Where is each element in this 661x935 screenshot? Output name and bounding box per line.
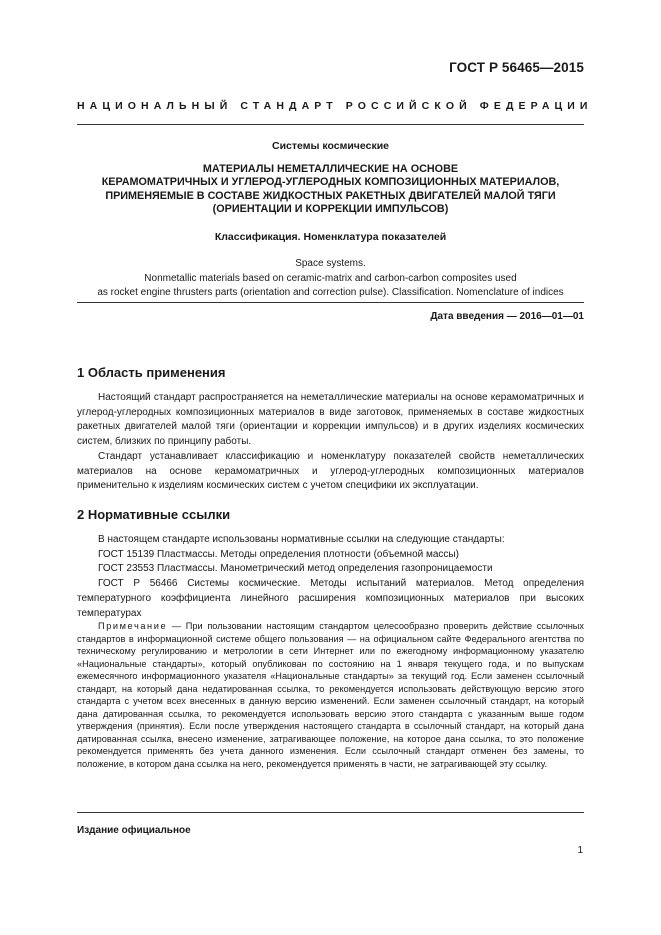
- page-number: 1: [577, 845, 583, 856]
- english-title-line: Nonmetallic materials based on ceramic-matrix and carbon-carbon composites used: [144, 272, 517, 284]
- main-title-line: ПРИМЕНЯЕМЫЕ В СОСТАВЕ ЖИДКОСТНЫХ РАКЕТНЫХ ДВИГАТЕЛЕЙ МАЛОЙ ТЯГИ: [105, 189, 556, 202]
- english-title: [77, 257, 584, 301]
- national-standard-title: НАЦИОНАЛЬНЫЙ СТАНДАРТ РОССИЙСКОЙ ФЕДЕРАЦИИ: [77, 100, 593, 112]
- intro-date: Дата введения — 2016—01—01: [430, 311, 584, 322]
- section-1-body: [77, 391, 584, 494]
- edition-label: Издание официальное: [77, 825, 191, 836]
- reference-item: ГОСТ Р 56466 Системы космические. Методы испытаний материалов. Метод определения температурного коэффициента линейного расширения композиционных материалов при высоких температурах: [77, 578, 584, 619]
- main-title-line: (ОРИЕНТАЦИИ И КОРРЕКЦИИ ИМПУЛЬСОВ): [212, 202, 449, 215]
- paragraph: В настоящем стандарте использованы нормативные ссылки на следующие стандарты:: [98, 534, 505, 545]
- reference-item: ГОСТ 15139 Пластмассы. Методы определения плотности (объемной массы): [98, 548, 459, 560]
- paragraph: Стандарт устанавливает классификацию и номенклатуру показателей свойств неметаллических материалов на основе керамоматричных и углерод-углеродных композиционных материалов применительно к изделиям космических систем с учетом специфики их эксплуатации.: [77, 450, 584, 492]
- section-1-heading: 1 Область применения: [77, 365, 226, 380]
- english-title-line: Space systems.: [295, 258, 366, 269]
- main-title-line: МАТЕРИАЛЫ НЕМЕТАЛЛИЧЕСКИЕ НА ОСНОВЕ: [202, 163, 459, 175]
- paragraph: Настоящий стандарт распространяется на неметаллические материалы на основе керамоматричных и углерод-углеродных композиционных материалов в виде заготовок, применяемых в составе жидкостных ракетных двигателей малой тяги (ориентации и коррекции импульсов) и в других изделиях космических систем, близких по принципу работы.: [77, 392, 584, 448]
- note-block: [77, 620, 584, 770]
- note-text: — При пользовании настоящим стандартом целесообразно проверить действие ссылочных стандартов в информационной системе общего пользования — на официальном сайте Федерального агентства по техническому регулированию и метрологии в сети Интернет или по ежегодному информационному указателю «Национальные стандарты», который опубликован по состоянию на 1 января текущего года, и по выпускам ежемесячного информационного указателя «Национальные стандарты» за текущий год. Если заменен ссылочный стандарт, на который дана недатированная ссылка, то рекомендуется использовать действующую версию этого стандарта с учетом всех внесенных в данную версию изменений. Если заменен ссылочный стандарт, на который дана датированная ссылка, то рекомендуется использовать версию этого стандарта с указанным выше годом утверждения (принятия). Если после утверждения настоящего стандарта в ссылочный стандарт, на который дана датированная ссылка, внесено изменение, затрагивающее положение, на которое дана ссылка, то это положение рекомендуется применять без учета данного изменения. Если ссылочный стандарт отменен без замены, то положение, в котором дана ссылка на него, рекомендуется применять в части, не затрагивающей эту ссылку.: [77, 621, 584, 769]
- section-2-body: [77, 533, 584, 621]
- english-title-line: as rocket engine thrusters parts (orientation and correction pulse). Classification. Nomenclature of indices: [97, 287, 564, 299]
- title-divider: [77, 302, 584, 303]
- series-title: Системы космические: [271, 140, 389, 152]
- main-title-line: КЕРАМОМАТРИЧНЫХ И УГЛЕРОД-УГЛЕРОДНЫХ КОМПОЗИЦИОННЫХ МАТЕРИАЛОВ,: [101, 176, 560, 189]
- document-code: ГОСТ Р 56465—2015: [449, 60, 584, 75]
- note-label: Примечание: [98, 621, 168, 631]
- header-divider: [77, 124, 584, 125]
- reference-item: ГОСТ 23553 Пластмассы. Манометрический метод определения газопроницаемости: [98, 563, 493, 575]
- classification-subtitle: Классификация. Номенклатура показателей: [214, 231, 447, 243]
- main-title: [77, 163, 584, 216]
- footer-divider: [77, 812, 584, 813]
- section-2-heading: 2 Нормативные ссылки: [77, 507, 231, 522]
